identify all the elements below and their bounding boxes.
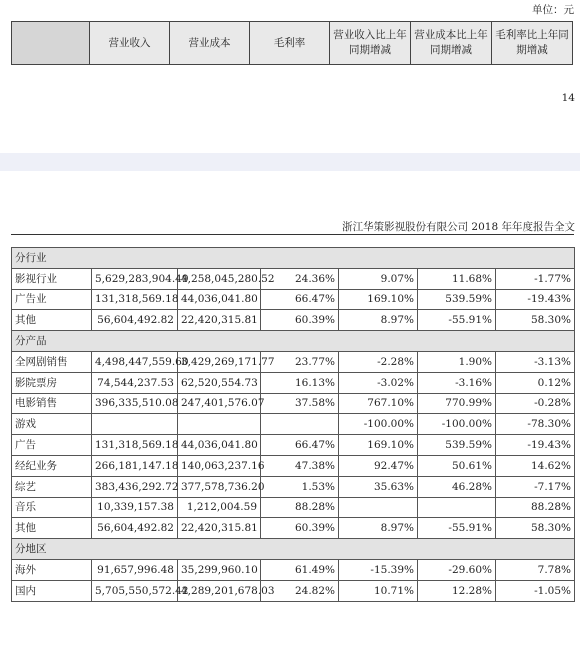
running-header: 浙江华策影视股份有限公司 2018 年年度报告全文: [342, 221, 575, 233]
cost-cell: 1,212,004.59: [178, 497, 261, 518]
gross-margin-cell: 66.47%: [261, 435, 339, 456]
revenue-cell: 396,335,510.08: [92, 393, 178, 414]
cost-change-cell: 539.59%: [418, 289, 496, 310]
revenue-cell: 131,318,569.18: [92, 289, 178, 310]
revenue-change-cell: 92.47%: [339, 455, 418, 476]
cost-change-cell: 11.68%: [418, 268, 496, 289]
section-label: 分地区: [12, 539, 575, 560]
column-header-table: [11, 21, 573, 65]
segment-table-body: [12, 248, 575, 602]
header-gross-margin: 毛利率: [250, 22, 330, 65]
header-revenue: 营业收入: [90, 22, 170, 65]
margin-change-cell: -19.43%: [496, 435, 575, 456]
row-label-cell: 其他: [12, 310, 92, 331]
margin-change-cell: 58.30%: [496, 518, 575, 539]
margin-change-cell: -7.17%: [496, 476, 575, 497]
cost-cell: 140,063,237.16: [178, 455, 261, 476]
margin-change-cell: 88.28%: [496, 497, 575, 518]
revenue-change-cell: -15.39%: [339, 559, 418, 580]
cost-change-cell: 539.59%: [418, 435, 496, 456]
gross-margin-cell: 60.39%: [261, 518, 339, 539]
cost-cell: 377,578,736.20: [178, 476, 261, 497]
margin-change-cell: -1.77%: [496, 268, 575, 289]
row-label-cell: 音乐: [12, 497, 92, 518]
revenue-cell: 91,657,996.48: [92, 559, 178, 580]
cost-change-cell: 50.61%: [418, 455, 496, 476]
table-row: [12, 393, 575, 414]
gross-margin-cell: [261, 414, 339, 435]
segment-revenue-table: [11, 247, 575, 602]
revenue-change-cell: 8.97%: [339, 518, 418, 539]
cost-change-cell: -55.91%: [418, 518, 496, 539]
revenue-change-cell: 169.10%: [339, 435, 418, 456]
section-row: [12, 248, 575, 269]
section-row: [12, 331, 575, 352]
gross-margin-cell: 88.28%: [261, 497, 339, 518]
revenue-cell: 4,498,447,559.60: [92, 351, 178, 372]
revenue-change-cell: 767.10%: [339, 393, 418, 414]
revenue-cell: 383,436,292.72: [92, 476, 178, 497]
gross-margin-cell: 1.53%: [261, 476, 339, 497]
row-label-cell: 全网剧销售: [12, 351, 92, 372]
cost-cell: 4,258,045,280.52: [178, 268, 261, 289]
cost-cell: 247,401,576.07: [178, 393, 261, 414]
margin-change-cell: -78.30%: [496, 414, 575, 435]
revenue-change-cell: 169.10%: [339, 289, 418, 310]
table-row: [12, 518, 575, 539]
margin-change-cell: -1.05%: [496, 580, 575, 601]
table-row: [12, 289, 575, 310]
row-label-cell: 综艺: [12, 476, 92, 497]
section-row: [12, 539, 575, 560]
table-row: [12, 351, 575, 372]
cost-change-cell: 12.28%: [418, 580, 496, 601]
header-cost-change: 营业成本比上年同期增减: [411, 22, 492, 65]
revenue-cell: 5,629,283,904.49: [92, 268, 178, 289]
header-margin-change: 毛利率比上年同期增减: [492, 22, 573, 65]
header-revenue-change: 营业收入比上年同期增减: [330, 22, 411, 65]
row-label-cell: 影院票房: [12, 372, 92, 393]
gross-margin-cell: 37.58%: [261, 393, 339, 414]
row-label-cell: 国内: [12, 580, 92, 601]
cost-cell: 3,429,269,171.77: [178, 351, 261, 372]
unit-label: 单位：元: [532, 4, 574, 16]
cost-cell: 4,289,201,678.03: [178, 580, 261, 601]
revenue-change-cell: -3.02%: [339, 372, 418, 393]
cost-cell: 22,420,315.81: [178, 310, 261, 331]
revenue-cell: [92, 414, 178, 435]
gross-margin-cell: 66.47%: [261, 289, 339, 310]
gross-margin-cell: 24.82%: [261, 580, 339, 601]
revenue-change-cell: 10.71%: [339, 580, 418, 601]
header-rule: [11, 234, 574, 235]
gross-margin-cell: 60.39%: [261, 310, 339, 331]
revenue-cell: 10,339,157.38: [92, 497, 178, 518]
revenue-cell: 56,604,492.82: [92, 310, 178, 331]
revenue-change-cell: 35.63%: [339, 476, 418, 497]
revenue-cell: 5,705,550,572.42: [92, 580, 178, 601]
revenue-change-cell: 8.97%: [339, 310, 418, 331]
revenue-cell: 131,318,569.18: [92, 435, 178, 456]
cost-cell: 35,299,960.10: [178, 559, 261, 580]
table-row: [12, 455, 575, 476]
table-row: [12, 372, 575, 393]
cost-change-cell: -55.91%: [418, 310, 496, 331]
cost-change-cell: 46.28%: [418, 476, 496, 497]
cost-cell: 62,520,554.73: [178, 372, 261, 393]
cost-change-cell: -3.16%: [418, 372, 496, 393]
cost-change-cell: 1.90%: [418, 351, 496, 372]
gross-margin-cell: 16.13%: [261, 372, 339, 393]
margin-change-cell: -0.28%: [496, 393, 575, 414]
cost-change-cell: [418, 497, 496, 518]
page-number: 14: [561, 92, 575, 104]
revenue-cell: 266,181,147.18: [92, 455, 178, 476]
margin-change-cell: 58.30%: [496, 310, 575, 331]
gross-margin-cell: 47.38%: [261, 455, 339, 476]
cost-cell: 22,420,315.81: [178, 518, 261, 539]
table-row: [12, 580, 575, 601]
revenue-change-cell: 9.07%: [339, 268, 418, 289]
revenue-change-cell: -100.00%: [339, 414, 418, 435]
header-cost: 营业成本: [170, 22, 250, 65]
page-gap: [0, 153, 580, 171]
revenue-change-cell: -2.28%: [339, 351, 418, 372]
row-label-cell: 广告: [12, 435, 92, 456]
table-row: [12, 476, 575, 497]
revenue-cell: 56,604,492.82: [92, 518, 178, 539]
revenue-cell: 74,544,237.53: [92, 372, 178, 393]
row-label-cell: 广告业: [12, 289, 92, 310]
row-label-cell: 影视行业: [12, 268, 92, 289]
cost-change-cell: -100.00%: [418, 414, 496, 435]
cost-cell: 44,036,041.80: [178, 435, 261, 456]
table-row: [12, 559, 575, 580]
margin-change-cell: 7.78%: [496, 559, 575, 580]
table-row: [12, 268, 575, 289]
section-label: 分行业: [12, 248, 575, 269]
cost-change-cell: -29.60%: [418, 559, 496, 580]
row-label-cell: 游戏: [12, 414, 92, 435]
table-row: [12, 497, 575, 518]
margin-change-cell: -3.13%: [496, 351, 575, 372]
cost-cell: [178, 414, 261, 435]
revenue-change-cell: [339, 497, 418, 518]
header-blank-cell: [12, 22, 90, 65]
margin-change-cell: -19.43%: [496, 289, 575, 310]
table-row: [12, 310, 575, 331]
cost-cell: 44,036,041.80: [178, 289, 261, 310]
margin-change-cell: 14.62%: [496, 455, 575, 476]
table-row: [12, 435, 575, 456]
margin-change-cell: 0.12%: [496, 372, 575, 393]
gross-margin-cell: 23.77%: [261, 351, 339, 372]
row-label-cell: 经纪业务: [12, 455, 92, 476]
gross-margin-cell: 24.36%: [261, 268, 339, 289]
section-label: 分产品: [12, 331, 575, 352]
gross-margin-cell: 61.49%: [261, 559, 339, 580]
row-label-cell: 其他: [12, 518, 92, 539]
row-label-cell: 海外: [12, 559, 92, 580]
table-row: [12, 414, 575, 435]
row-label-cell: 电影销售: [12, 393, 92, 414]
cost-change-cell: 770.99%: [418, 393, 496, 414]
